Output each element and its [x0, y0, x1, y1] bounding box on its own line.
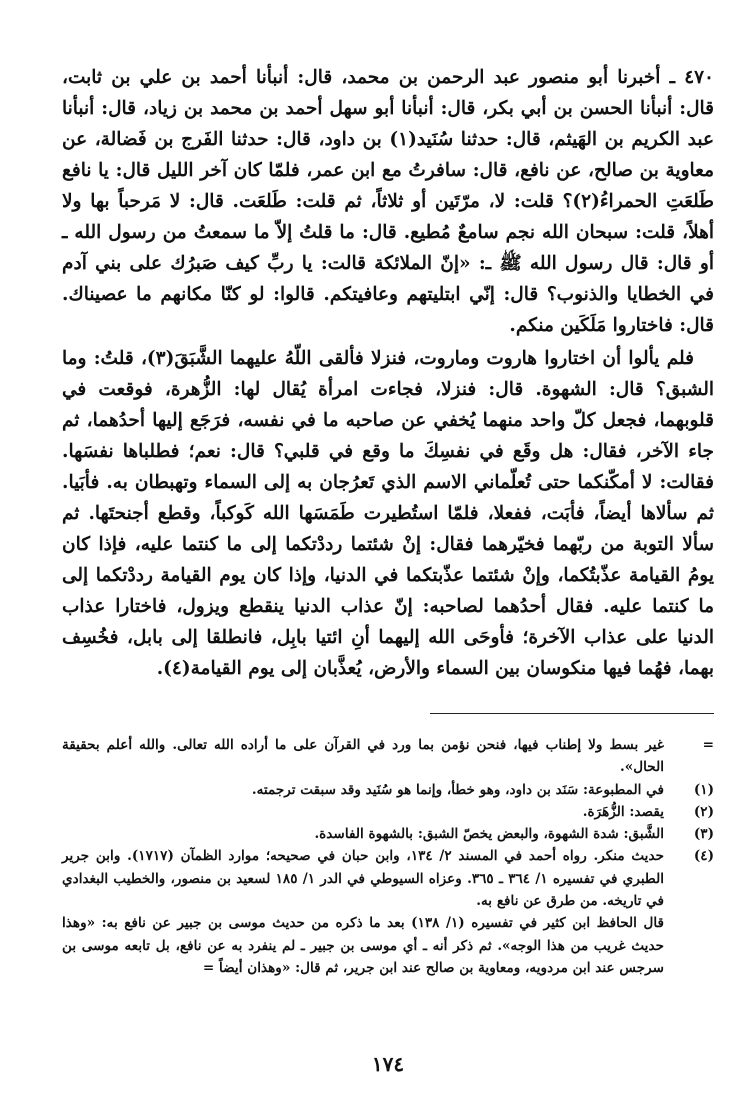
- paragraph-2: فلم يألوا أن اختاروا هاروت وماروت، فنزلا فألقى اللّهُ عليهما الشَّبَقَ(٣)، قلتُ: وما الشبق؟ قال: الشهوة. قال: فنزلا، فجاءت امرأة يُقال لها: الزُّهرة، فوقعت في قلوبهما، فجعل كلّ واحد منهما يُخفي عن صاحبه ما في نفسه، فرَجَع إليها أحدُهما، ثم جاء الآخر، فقال: هل وقَع في نفسِكَ ما وقع في قلبي؟ قال: نعم؛ فطلباها نفسَها. فقالت: لا أمكّنكما حتى تُعلّماني الاسم الذي تَعرُجان به إلى السماء وتهبطان به. فأبَيا. ثم سألاها أيضاً، فأبَت، ففعلا، فلمّا استُطيرت طَمَسَها الله كَوكباً، وقطع أجنحتَها. ثم سألا التوبة من ربّهما فخيّرهما فقال: إنْ شئتما رددْتكما إلى ما كنتما عليه، فإذا كان يومُ القيامة عذّبتُكما، وإنْ شئتما عذّبتكما في الدنيا، وإذا كان يوم القيامة رددْتكما إلى ما كنتما عليه. فقال أحدُهما لصاحبه: إنّ عذاب الدنيا ينقطع ويزول، فاختارا عذاب الدنيا على عذاب الآخرة؛ فأوحَى الله إليهما أنِ ائتيا بابِل، فانطلقا إلى بابل، فخُسِف بهما، فهُما فيها منكوسان بين السماء والأرض، يُعذَّبان إلى يوم القيامة(٤).: [62, 348, 714, 679]
- footnote-separator: [430, 713, 714, 714]
- footnote-text: غير بسط ولا إطناب فيها، فنحن نؤمن بما ورد في القرآن على ما أراده الله تعالى. والله أعلم بحقيقة الحال».: [62, 737, 664, 776]
- footnote-number: (١): [693, 781, 714, 798]
- footnote-marker: =: [702, 737, 714, 753]
- footnote-number: (٢): [693, 803, 714, 820]
- footnote-text: يقصد: الزُّهَرَة.: [582, 803, 664, 820]
- page-number: ١٧٤: [371, 1052, 405, 1076]
- main-text: [62, 62, 714, 684]
- footnote-text: حديث منكر. رواه أحمد في المسند ٢/ ١٣٤، وابن حبان في صحيحه؛ موارد الظمآن (١٧١٧). وابن جرير الطبري في تفسيره ١/ ٣٦٤ ـ ٣٦٥. وعزاه السيوطي في الدر ١/ ١٨٥ لسعيد بن منصور، والخطيب البغدادي في تاريخه. من طرق عن نافع به.: [62, 848, 664, 910]
- footnote-4: [62, 845, 714, 912]
- footnote-text: الشَّبق: شدة الشهوة، والبعض يخصّ الشبق: بالشهوة الفاسدة.: [314, 826, 664, 843]
- footnote-3: [62, 823, 714, 845]
- paragraph-1: ٤٧٠ ـ أخبرنا أبو منصور عبد الرحمن بن محمد، قال: أنبأنا أحمد بن علي بن ثابت، قال: أنبأنا الحسن بن أبي بكر، قال: أنبأنا أبو سهل أحمد بن محمد بن زياد، قال: أنبأنا عبد الكريم بن الهَيثم، قال: حدثنا سُنَيد(١) بن داود، قال: حدثنا الفَرج بن فَضالة، عن معاوية بن صالح، عن نافع، قال: سافرتُ مع ابن عمر، فلمّا كان آخر الليل قال: يا نافع طَلعَتِ الحمراءُ(٢)؟ قلت: لا، مرّتَين أو ثلاثاً، ثم قلت: طَلعَت. قال: لا مَرحباً بها ولا أهلاً، قلت: سبحان الله نجم سامعٌ مُطيع. قال: ما قلتُ إلاّ ما سمعتُ من رسول الله ـ أو قال: قال رسول الله ﷺ ـ: «إنّ الملائكة قالت: يا ربِّ كيف صَبرُك على بني آدم في الخطايا والذنوب؟ قال: إنّي ابتليتهم وعافيتكم. قالوا: لو كنّا مكانهم ما عصيناك. قال: فاختاروا مَلَكَين منكم.: [62, 67, 714, 336]
- book-page: [62, 62, 714, 1092]
- footnote-text: في المطبوعة: سَنَد بن داود، وهو خطأ، وإنما هو سُنَيد وقد سبقت ترجمته.: [251, 781, 664, 798]
- footnote-number: (٣): [693, 826, 714, 843]
- footnotes: [62, 734, 714, 979]
- footnote-1: [62, 779, 714, 801]
- footnote-4-continued: [62, 912, 714, 979]
- footnote-2: [62, 801, 714, 823]
- footnote-text: قال الحافظ ابن كثير في تفسيره (١/ ١٣٨) بعد ما ذكره من حديث موسى بن جبير عن نافع به: «وهذا حديث غريب من هذا الوجه». ثم ذكر أنه ـ أي موسى بن جبير ـ لم ينفرد به عن نافع، بل تابعه موسى بن سرجس عند ابن مردويه، ومعاوية بن صالح عند ابن جرير، ثم قال: «وهذان أيضاً =: [62, 915, 664, 976]
- footnote-continuation: [62, 734, 714, 779]
- footnote-number: (٤): [693, 848, 714, 865]
